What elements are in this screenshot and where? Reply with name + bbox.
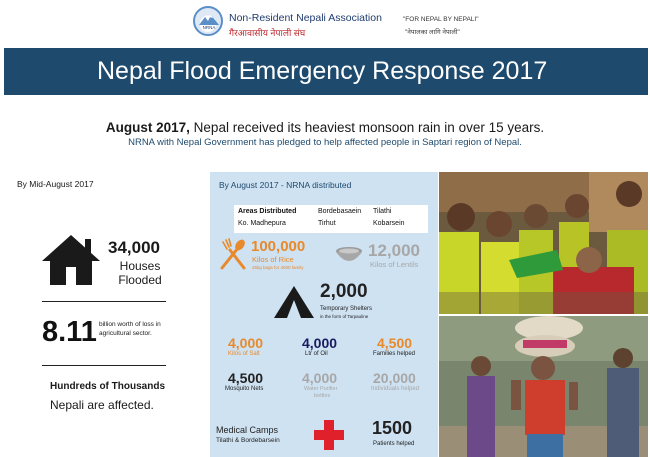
red-cross-icon	[312, 418, 346, 452]
purifier-label-2: bottles	[314, 393, 331, 399]
impact-heading: By Mid-August 2017	[17, 179, 94, 189]
purifier-number: 4,000	[302, 370, 338, 386]
families-label: Families helped	[373, 351, 416, 357]
area-item: Bordebasaein	[318, 208, 362, 215]
individuals-label: Individuals helped	[371, 386, 420, 392]
families-number: 4,500	[377, 335, 413, 351]
camps-title: Medical Camps	[216, 425, 279, 435]
rice-number: 100,000	[251, 238, 306, 255]
photo-woman-carrying-sack	[439, 316, 648, 457]
logo-text: NRNA	[202, 25, 216, 30]
nrna-logo-icon	[193, 6, 223, 36]
intro-line-1	[0, 120, 650, 135]
rice-label: Kilos of Rice	[252, 255, 294, 264]
intro-rest: Nepal received its heaviest monsoon rain in over 15 years.	[189, 120, 545, 135]
patients-number: 1500	[372, 418, 413, 438]
areas-title: Areas Distributed	[238, 208, 297, 215]
oil-number: 4,000	[302, 335, 338, 351]
house-icon	[41, 233, 101, 287]
purifier-label-1: Water Purifier	[304, 386, 338, 392]
loss-label: billion worth of loss in agricultural sector.	[99, 321, 161, 337]
photo-relief-distribution	[439, 172, 648, 314]
slogan-nepali: "नेपालका लागि नेपाली"	[405, 29, 460, 36]
distribution-panel	[210, 172, 438, 457]
tent-icon	[272, 284, 316, 320]
shelter-label: Temporary Shelters	[320, 306, 373, 312]
area-item: Tilathi	[373, 208, 392, 215]
bowl-icon	[334, 244, 364, 266]
loss-number: 8.11	[42, 316, 97, 348]
lentils-label: Kilos of Lentils	[370, 260, 419, 269]
intro-bold: August 2017,	[105, 120, 190, 135]
divider	[42, 365, 166, 366]
area-item: Tirhut	[318, 220, 336, 227]
org-header	[193, 6, 483, 40]
area-item: Kobarsein	[373, 220, 405, 227]
oil-label: Ltr of Oil	[305, 351, 328, 357]
lentils-number: 12,000	[368, 241, 420, 260]
salt-label: Kilos of Salt	[228, 351, 260, 357]
houses-number: 34,000	[108, 238, 160, 257]
shelter-sub: in the form of Tarpauline	[320, 314, 369, 319]
org-name-nepali: गैरआवासीय नेपाली संघ	[229, 28, 306, 38]
affected-line-2: Nepali are affected.	[50, 398, 154, 412]
areas-box	[234, 205, 428, 233]
houses-label-1: Houses	[119, 259, 161, 273]
houses-label	[110, 259, 170, 287]
nets-label: Mosquito Nets	[225, 386, 264, 392]
salt-number: 4,000	[228, 335, 264, 351]
rice-sub: 25kg bags for 4000 family	[252, 265, 304, 270]
page-title: Nepal Flood Emergency Response 2017	[97, 57, 548, 85]
intro-line-2: NRNA with Nepal Government has pledged to help affected people in Saptari region of Nepal.	[128, 137, 522, 148]
slogan: "FOR NEPAL BY NEPALI"	[403, 16, 479, 23]
houses-label-2: Flooded	[118, 273, 162, 287]
title-banner	[4, 48, 648, 95]
affected-line-1: Hundreds of Thousands	[50, 381, 165, 392]
impact-column	[0, 170, 210, 457]
camps-where: Tilathi & Bordebarsein	[216, 437, 280, 444]
fork-spoon-icon	[218, 238, 248, 272]
patients-label: Patients helped	[373, 441, 415, 447]
distribution-heading: By August 2017 - NRNA distributed	[219, 180, 352, 190]
divider	[42, 301, 166, 302]
individuals-number: 20,000	[373, 370, 416, 386]
nets-number: 4,500	[228, 370, 264, 386]
shelter-number: 2,000	[320, 281, 368, 302]
org-name: Non-Resident Nepali Association	[229, 12, 382, 24]
area-item: Ko. Madhepura	[238, 220, 286, 227]
